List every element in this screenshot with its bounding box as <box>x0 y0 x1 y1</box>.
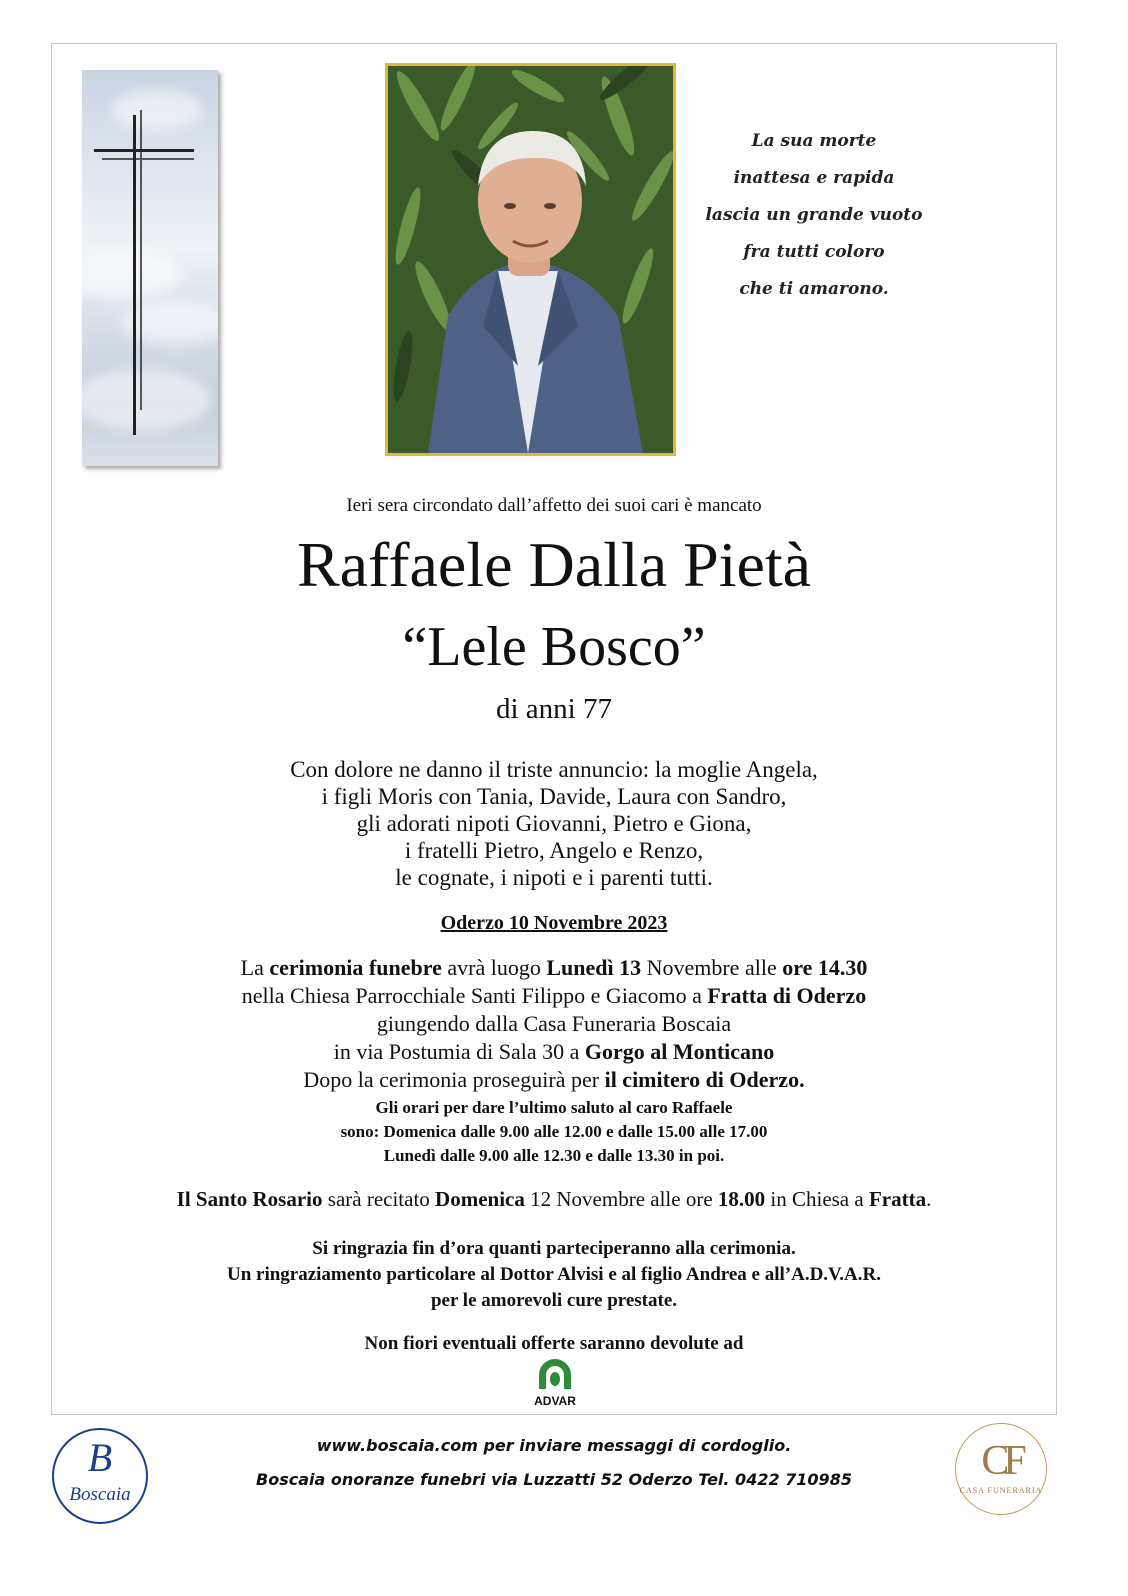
text-bold: 18.00 <box>717 1187 766 1211</box>
family-announcement <box>0 756 1108 891</box>
advar-logo <box>532 1357 578 1407</box>
cross-icon-shadow-bar <box>102 158 194 160</box>
text-bold: Il Santo Rosario <box>176 1187 323 1211</box>
poem-line: fra tutti coloro <box>743 242 885 262</box>
family-line: i fratelli Pietro, Angelo e Renzo, <box>404 838 704 863</box>
poem-line: che ti amarono. <box>739 279 889 299</box>
portrait-photo <box>385 63 676 456</box>
text: Dopo la cerimonia proseguirà per <box>303 1067 605 1092</box>
advar-icon <box>535 1357 575 1391</box>
family-line: i figli Moris con Tania, Davide, Laura con Sandro, <box>321 784 787 809</box>
notice-date: Oderzo 10 Novembre 2023 <box>440 912 668 934</box>
ceremony-line <box>0 1038 1108 1066</box>
text-bold: Fratta di Oderzo <box>707 983 867 1008</box>
cf-subtitle: CASA FUNERARIA <box>959 1486 1043 1495</box>
ceremony-line <box>0 1066 1108 1094</box>
boscaia-monogram: B <box>87 1435 113 1480</box>
thanks-line: Si ringrazia fin d’ora quanti parteciperanno alla cerimonia. <box>312 1238 796 1259</box>
text-bold: Fratta <box>868 1187 927 1211</box>
donation-note: Non fiori eventuali offerte saranno devolute ad <box>364 1333 744 1354</box>
cross-image <box>82 70 218 466</box>
cross-icon <box>133 115 136 435</box>
ceremony-details <box>0 954 1108 1094</box>
cross-icon-bar <box>94 149 194 152</box>
text: La <box>240 955 270 980</box>
text-bold: cerimonia funebre <box>269 955 442 980</box>
text: 12 Novembre alle ore <box>524 1187 718 1211</box>
visiting-hours <box>0 1096 1108 1168</box>
text: sarà recitato <box>322 1187 436 1211</box>
boscaia-logo <box>52 1428 148 1524</box>
family-line: gli adorati nipoti Giovanni, Pietro e Giona, <box>356 811 752 836</box>
hours-line: Gli orari per dare l’ultimo saluto al caro Raffaele <box>375 1098 733 1117</box>
intro-text: Ieri sera circondato dall’affetto dei suoi cari è mancato <box>346 495 762 516</box>
thanks-message <box>0 1236 1108 1314</box>
text: in via Postumia di Sala 30 a <box>333 1039 585 1064</box>
text: in Chiesa a <box>765 1187 869 1211</box>
rosary-info <box>0 1186 1108 1212</box>
ceremony-line <box>0 982 1108 1010</box>
ceremony-line: giungendo dalla Casa Funeraria Boscaia <box>376 1011 732 1036</box>
text: . <box>926 1187 932 1211</box>
cf-monogram: CF <box>981 1438 1021 1484</box>
hours-line: sono: Domenica dalle 9.00 alle 12.00 e dalle 15.00 alle 17.00 <box>340 1122 768 1141</box>
advar-label: ADVAR <box>534 1394 576 1408</box>
deceased-name: Raffaele Dalla Pietà <box>296 529 812 600</box>
poem-line: inattesa e rapida <box>733 168 895 188</box>
text: Novembre alle <box>641 955 783 980</box>
family-line: le cognate, i nipoti e i parenti tutti. <box>395 865 713 890</box>
thanks-line: per le amorevoli cure prestate. <box>430 1290 678 1311</box>
boscaia-name: Boscaia <box>69 1484 131 1505</box>
hours-line: Lunedì dalle 9.00 alle 12.30 e dalle 13.30 in poi. <box>383 1146 725 1165</box>
text: nella Chiesa Parrocchiale Santi Filippo e Giacomo a <box>241 983 708 1008</box>
portrait-illustration <box>388 66 673 453</box>
text: avrà luogo <box>441 955 547 980</box>
poem-line: La sua morte <box>751 131 877 151</box>
poem <box>680 123 948 308</box>
footer-website[interactable]: www.boscaia.com per inviare messaggi di cordoglio. <box>316 1436 792 1455</box>
text-bold: ore 14.30 <box>782 955 868 980</box>
deceased-age: di anni 77 <box>496 693 612 725</box>
footer-address: Boscaia onoranze funebri via Luzzatti 52 Oderzo Tel. 0422 710985 <box>256 1470 852 1489</box>
ceremony-line <box>0 954 1108 982</box>
deceased-nickname: “Lele Bosco” <box>402 616 706 678</box>
poem-line: lascia un grande vuoto <box>705 205 923 225</box>
family-line: Con dolore ne danno il triste annuncio: la moglie Angela, <box>290 757 818 782</box>
text-bold: Domenica <box>435 1187 525 1211</box>
casa-funeraria-logo <box>955 1423 1047 1515</box>
cross-icon-shadow <box>140 110 142 410</box>
text-bold: il cimitero di Oderzo. <box>604 1067 805 1092</box>
text-bold: Gorgo al Monticano <box>584 1039 775 1064</box>
thanks-line: Un ringraziamento particolare al Dottor Alvisi e al figlio Andrea e all’A.D.V.A.R. <box>226 1264 882 1285</box>
text-bold: Lunedì 13 <box>546 955 642 980</box>
